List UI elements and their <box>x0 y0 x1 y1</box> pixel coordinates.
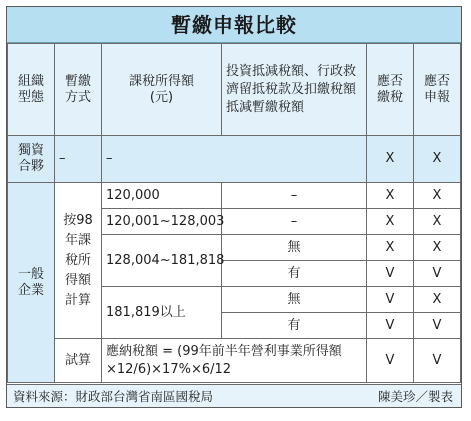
header-credit: 投資抵減稅額、行政救濟留抵稅款及扣繳稅額抵減暫繳稅額 <box>222 44 367 136</box>
should-pay-cell: X <box>367 183 414 209</box>
should-file-cell: X <box>414 235 461 261</box>
credit-cell: – <box>222 209 367 235</box>
should-pay-cell: V <box>367 313 414 339</box>
income-cell: 120,001~128,003 <box>102 209 222 235</box>
sole-should-file: X <box>414 136 461 183</box>
credit-cell: 有 <box>222 261 367 287</box>
header-row <box>8 44 461 136</box>
header-method: 暫繳 方式 <box>55 44 102 136</box>
trial-should-file: V <box>414 339 461 383</box>
sole-method: – <box>55 136 102 183</box>
sole-org-type: 獨資 合夥 <box>8 136 55 183</box>
header-org-type: 組織 型態 <box>8 44 55 136</box>
header-should-pay: 應否 繳稅 <box>367 44 414 136</box>
should-file-cell: V <box>414 261 461 287</box>
byline: 陳美珍／製表 <box>377 389 453 404</box>
credit-cell: 無 <box>222 287 367 313</box>
should-file-cell: X <box>414 209 461 235</box>
trial-should-pay: V <box>367 339 414 383</box>
source-note: 資料來源：財政部台灣省南區國稅局 <box>13 389 214 404</box>
income-cell: 181,819以上 <box>102 287 222 339</box>
should-pay-cell: V <box>367 287 414 313</box>
should-file-cell: V <box>414 313 461 339</box>
sole-income: – <box>102 136 367 183</box>
sole-should-pay: X <box>367 136 414 183</box>
trial-formula: 應納稅額 = (99年前半年營利事業所得額×12/6)×17%×6/12 <box>102 339 367 383</box>
general-method-a: 按98 年課 稅所 得額 計算 <box>55 183 102 339</box>
general-org-type: 一般 企業 <box>8 183 55 383</box>
credit-cell: – <box>222 183 367 209</box>
income-cell: 120,000 <box>102 183 222 209</box>
comparison-table-frame <box>6 6 462 408</box>
table-title: 暫繳申報比較 <box>7 7 461 43</box>
should-pay-cell: V <box>367 261 414 287</box>
income-cell: 128,004~181,818 <box>102 235 222 287</box>
general-method-b: 試算 <box>55 339 102 383</box>
should-file-cell: X <box>414 183 461 209</box>
credit-cell: 無 <box>222 235 367 261</box>
credit-cell: 有 <box>222 313 367 339</box>
should-pay-cell: X <box>367 209 414 235</box>
sole-proprietorship-row <box>8 136 461 183</box>
trial-row <box>8 339 461 383</box>
should-file-cell: X <box>414 287 461 313</box>
should-pay-cell: X <box>367 235 414 261</box>
header-should-file: 應否 申報 <box>414 44 461 136</box>
table-row <box>8 183 461 209</box>
table-footer <box>7 384 461 407</box>
comparison-table <box>7 43 461 383</box>
header-income: 課稅所得額 (元) <box>102 44 222 136</box>
